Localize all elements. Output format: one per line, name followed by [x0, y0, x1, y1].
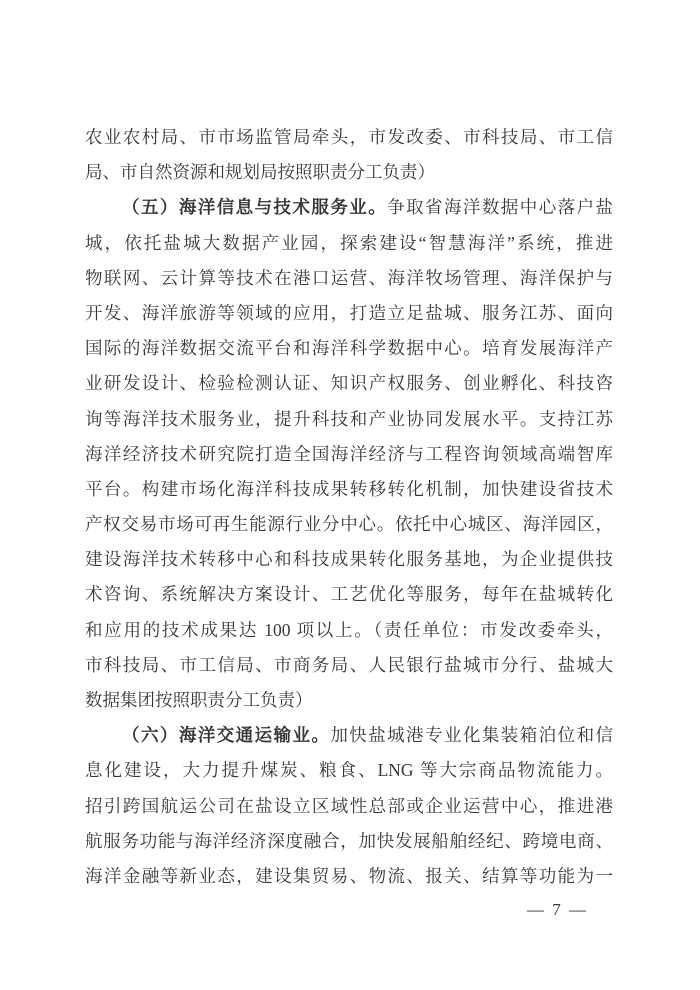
- text-line: [85, 472, 613, 507]
- body-text: 城，依托盐城大数据产业园，探索建设“智慧海洋”系统，推进: [85, 232, 613, 253]
- body-text: 询等海洋技术服务业，提升科技和产业协同发展水平。支持江苏: [85, 408, 613, 429]
- text-line: [85, 859, 613, 894]
- body-text: 术咨询、系统解决方案设计、工艺优化等服务，每年在盐城转化: [85, 584, 613, 605]
- text-line: [85, 190, 613, 225]
- text-line: [85, 824, 613, 859]
- body-text: 农业农村局、市市场监管局牵头，市发改委、市科技局、市工信: [85, 127, 613, 147]
- text-line: [85, 261, 613, 296]
- body-text: 争取省海洋数据中心落户盐: [387, 197, 613, 218]
- body-text: 局、市自然资源和规划局按照职责分工负责）: [85, 162, 435, 183]
- body-text: 加快盐城港专业化集装箱泊位和信: [330, 725, 613, 746]
- text-line: [85, 507, 613, 542]
- page-number: — 7 —: [527, 900, 588, 919]
- text-line: [85, 437, 613, 472]
- text-line: [85, 577, 613, 612]
- body-text: 建设海洋技术转移中心和科技成果转化服务基地，为企业提供技: [85, 549, 613, 570]
- body-text: 海洋金融等新业态，建设集贸易、物流、报关、结算等功能为一: [85, 865, 613, 886]
- body-text: 海洋经济技术研究院打造全国海洋经济与工程咨询领域高端智库: [85, 443, 613, 464]
- body-text: 和应用的技术成果达 100 项以上。（责任单位：市发改委牵头，: [85, 619, 613, 640]
- text-line: [85, 648, 613, 683]
- section-heading: （六）海洋交通运输业。: [122, 725, 331, 746]
- body-text: 产权交易市场可再生能源行业分中心。依托中心城区、海洋园区，: [85, 514, 613, 535]
- text-line: [85, 402, 613, 437]
- text-line: [85, 366, 613, 401]
- body-text: 物联网、云计算等技术在港口运营、海洋牧场管理、海洋保护与: [85, 267, 613, 288]
- text-line: [85, 120, 613, 155]
- body-text: 开发、海洋旅游等领域的应用，打造立足盐城、服务江苏、面向: [85, 302, 613, 323]
- body-text: 航服务功能与海洋经济深度融合，加快发展船舶经纪、跨境电商、: [85, 830, 613, 851]
- text-line: [85, 155, 613, 190]
- body-text: 国际的海洋数据交流平台和海洋科学数据中心。培育发展海洋产: [85, 338, 613, 359]
- body-text: 数据集团按照职责分工负责）: [85, 690, 313, 710]
- text-line: [85, 331, 613, 366]
- body-text: 息化建设，大力提升煤炭、粮食、LNG 等大宗商品物流能力。: [85, 760, 613, 781]
- body-text: 市科技局、市工信局、市商务局、人民银行盐城市分行、盐城大: [85, 654, 613, 675]
- text-block: [85, 120, 613, 894]
- body-text: 招引跨国航运公司在盐设立区域性总部或企业运营中心，推进港: [85, 795, 613, 816]
- text-line: [85, 789, 613, 824]
- text-line: [85, 683, 613, 718]
- text-line: [85, 718, 613, 753]
- text-line: [85, 296, 613, 331]
- text-line: [85, 226, 613, 261]
- text-line: [85, 613, 613, 648]
- body-text: 业研发设计、检验检测认证、知识产权服务、创业孵化、科技咨: [85, 373, 613, 394]
- section-heading: （五）海洋信息与技术服务业。: [122, 197, 388, 218]
- body-text: 平台。构建市场化海洋科技成果转移转化机制，加快建设省技术: [85, 478, 613, 499]
- text-line: [85, 753, 613, 788]
- text-line: [85, 542, 613, 577]
